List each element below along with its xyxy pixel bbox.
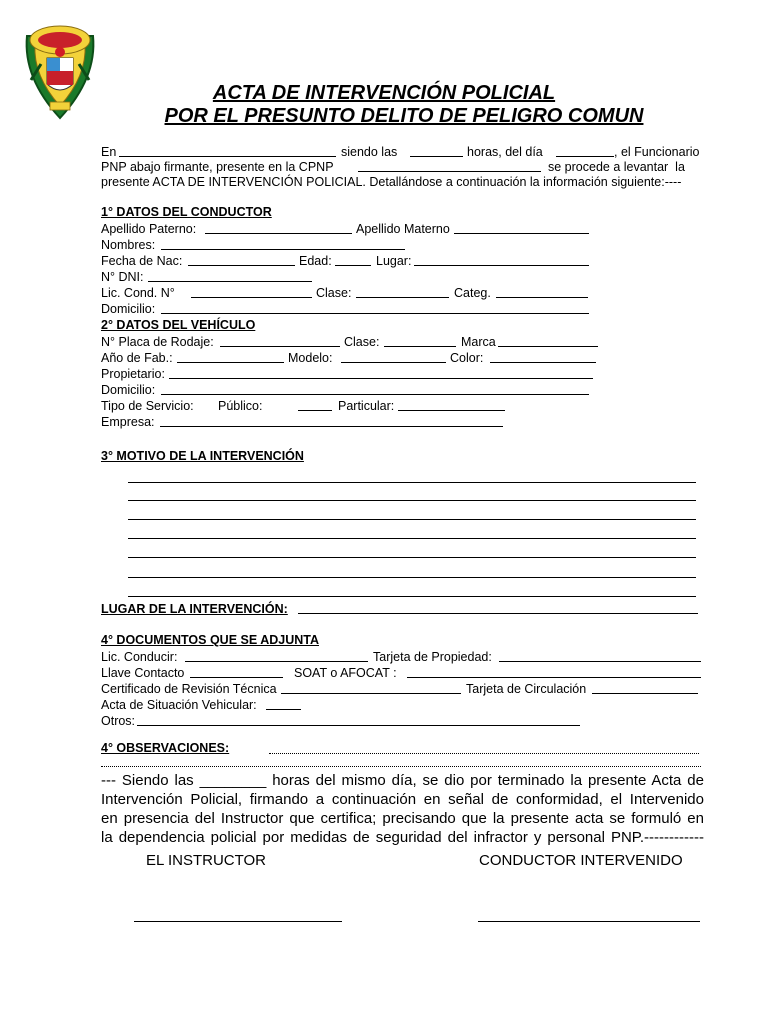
intro-en: En <box>101 145 117 159</box>
label-anio: Año de Fab.: <box>101 351 173 365</box>
domicilio-field[interactable] <box>161 313 589 314</box>
motivo-line-1[interactable] <box>128 482 696 483</box>
label-tarjeta-propiedad: Tarjeta de Propiedad: <box>373 650 492 664</box>
marca-field[interactable] <box>498 346 598 347</box>
label-marca: Marca <box>461 335 496 349</box>
label-apellido-materno: Apellido Materno <box>356 222 450 236</box>
label-publico: Público: <box>218 399 263 413</box>
motivo-line-7[interactable] <box>128 596 696 597</box>
lugar-intervencion-field[interactable] <box>298 613 698 614</box>
label-lugar: Lugar: <box>376 254 412 268</box>
title-line-2: POR EL PRESUNTO DELITO DE PELIGRO COMUN <box>164 105 644 127</box>
section-4-heading: 4° DOCUMENTOS QUE SE ADJUNTA <box>101 633 319 647</box>
motivo-line-3[interactable] <box>128 519 696 520</box>
title-line-1: ACTA DE INTERVENCIÓN POLICIAL <box>212 82 556 104</box>
llave-contacto-field[interactable] <box>190 677 283 678</box>
veh-domicilio-field[interactable] <box>161 394 589 395</box>
signature-label-instructor: EL INSTRUCTOR <box>146 852 267 869</box>
label-soat: SOAT o AFOCAT : <box>294 666 397 680</box>
color-field[interactable] <box>490 362 596 363</box>
label-llave-contacto: Llave Contacto <box>101 666 185 680</box>
apellido-materno-field[interactable] <box>454 233 589 234</box>
label-acta-situacion: Acta de Situación Vehicular: <box>101 698 257 712</box>
label-clase: Clase: <box>316 286 352 300</box>
soat-field[interactable] <box>407 677 701 678</box>
label-modelo: Modelo: <box>288 351 333 365</box>
section-2-heading: 2° DATOS DEL VEHÍCULO <box>101 318 256 332</box>
intro-levantar: se procede a levantar la <box>548 160 685 174</box>
lic-cond-field[interactable] <box>191 297 312 298</box>
label-color: Color: <box>450 351 484 365</box>
dni-field[interactable] <box>148 281 312 282</box>
intro-place-field[interactable] <box>119 156 336 157</box>
closing-line-4: la dependencia policial por medidas de seguridad del infractor y personal PNP.------------ <box>101 829 704 846</box>
closing-line-1: --- Siendo las ________ horas del mismo día, se dio por terminado la presente Acta de <box>101 772 704 789</box>
label-apellido-paterno: Apellido Paterno: <box>101 222 197 236</box>
intro-day-field[interactable] <box>556 156 614 157</box>
signature-line-instructor[interactable] <box>134 921 342 922</box>
intro-funcionario: , el Funcionario <box>614 145 700 159</box>
label-placa: N° Placa de Rodaje: <box>101 335 214 349</box>
modelo-field[interactable] <box>341 362 446 363</box>
signature-line-conductor[interactable] <box>478 921 700 922</box>
closing-line-2: Intervención Policial, firmando a continuación en señal de conformidad, el Intervenido <box>101 791 704 808</box>
tarjeta-propiedad-field[interactable] <box>499 661 701 662</box>
placa-field[interactable] <box>220 346 340 347</box>
nombres-field[interactable] <box>161 249 405 250</box>
label-otros: Otros: <box>101 714 136 728</box>
edad-field[interactable] <box>335 265 371 266</box>
label-nombres: Nombres: <box>101 238 156 252</box>
intro-hour-field[interactable] <box>410 156 463 157</box>
motivo-line-5[interactable] <box>128 557 696 558</box>
observaciones-line-1[interactable] <box>269 753 699 754</box>
closing-line-3: en presencia del Instructor que certifica; precisando que la presente acta se formuló en <box>101 810 704 827</box>
lic-conducir-field[interactable] <box>185 661 368 662</box>
label-lic-conducir: Lic. Conducir: <box>101 650 178 664</box>
section-observaciones-heading: 4° OBSERVACIONES: <box>101 741 230 755</box>
categ-field[interactable] <box>496 297 588 298</box>
empresa-field[interactable] <box>160 426 503 427</box>
propietario-field[interactable] <box>169 378 593 379</box>
clase-field[interactable] <box>356 297 449 298</box>
particular-field[interactable] <box>398 410 505 411</box>
label-tipo-servicio: Tipo de Servicio: <box>101 399 194 413</box>
label-edad: Edad: <box>299 254 332 268</box>
section-3-heading: 3° MOTIVO DE LA INTERVENCIÓN <box>101 449 304 463</box>
intro-cpnp-field[interactable] <box>358 171 541 172</box>
label-cert-revision: Certificado de Revisión Técnica <box>101 682 277 696</box>
motivo-line-6[interactable] <box>128 577 696 578</box>
intro-siendo-las: siendo las <box>341 145 398 159</box>
motivo-line-2[interactable] <box>128 500 696 501</box>
label-veh-domicilio: Domicilio: <box>101 383 156 397</box>
label-tarjeta-circulacion: Tarjeta de Circulación <box>466 682 587 696</box>
label-particular: Particular: <box>338 399 395 413</box>
section-1-heading: 1° DATOS DEL CONDUCTOR <box>101 205 272 219</box>
observaciones-line-2[interactable] <box>101 766 701 767</box>
acta-situacion-field[interactable] <box>266 709 301 710</box>
veh-clase-field[interactable] <box>384 346 456 347</box>
label-fecha-nac: Fecha de Nac: <box>101 254 183 268</box>
label-dni: N° DNI: <box>101 270 144 284</box>
tarjeta-circulacion-field[interactable] <box>592 693 698 694</box>
lugar-field[interactable] <box>414 265 589 266</box>
signature-label-conductor: CONDUCTOR INTERVENIDO <box>479 852 683 869</box>
label-domicilio: Domicilio: <box>101 302 156 316</box>
cert-revision-field[interactable] <box>281 693 461 694</box>
fecha-nac-field[interactable] <box>188 265 295 266</box>
publico-field[interactable] <box>298 410 332 411</box>
label-categ: Categ. <box>454 286 491 300</box>
intro-horas-del-dia: horas, del día <box>467 145 543 159</box>
intro-pnp-firmante: PNP abajo firmante, presente en la CPNP <box>101 160 334 174</box>
motivo-line-4[interactable] <box>128 538 696 539</box>
label-lic-cond: Lic. Cond. N° <box>101 286 175 300</box>
otros-field[interactable] <box>137 725 580 726</box>
label-veh-clase: Clase: <box>344 335 380 349</box>
label-propietario: Propietario: <box>101 367 165 381</box>
label-lugar-intervencion: LUGAR DE LA INTERVENCIÓN: <box>101 602 288 616</box>
apellido-paterno-field[interactable] <box>205 233 352 234</box>
anio-field[interactable] <box>177 362 284 363</box>
label-empresa: Empresa: <box>101 415 155 429</box>
intro-line-3: presente ACTA DE INTERVENCIÓN POLICIAL. Detallándose a continuación la información siguiente:---- <box>101 175 682 189</box>
